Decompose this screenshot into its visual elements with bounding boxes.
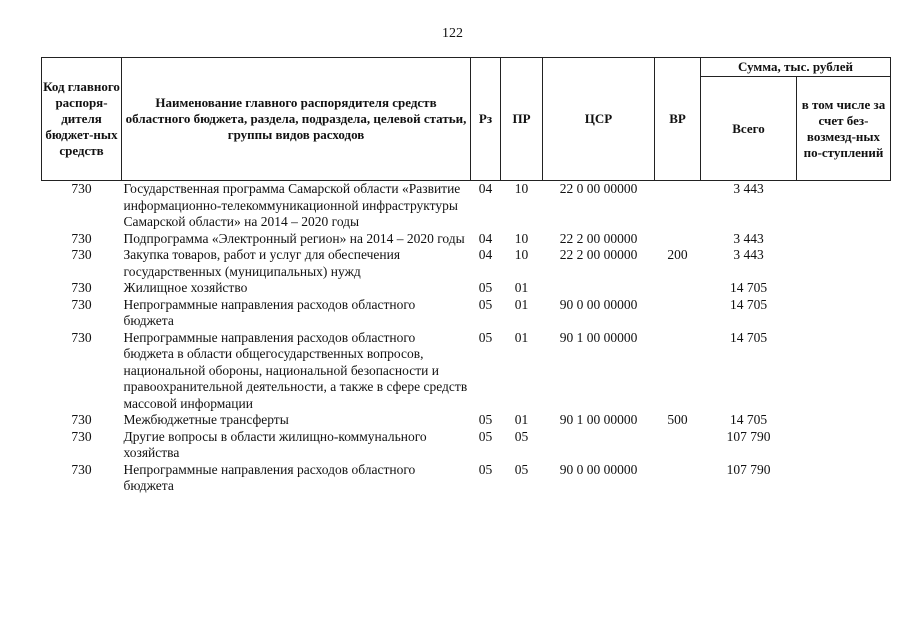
cell-vr: [655, 330, 701, 413]
cell-code: 730: [71, 428, 92, 444]
cell-including: [797, 330, 891, 413]
cell-name: Жилищное хозяйство: [123, 280, 248, 295]
cell-csr: 90 1 00 00000: [559, 412, 638, 427]
cell-total: 14 705: [729, 329, 768, 345]
table-row: [42, 429, 891, 462]
cell-including: [797, 247, 891, 280]
cell-total: 3 443: [733, 247, 764, 262]
cell-name: Непрограммные направления расходов областного бюджета в области общегосударственных вопросов, национальной обороны, национальной безопасности и правоохранительной деятельности, а также в сфере средств массовой информации: [123, 329, 468, 411]
cell-total: 3 443: [733, 181, 764, 196]
cell-vr: [655, 297, 701, 330]
cell-rz: 04: [478, 230, 493, 246]
cell-vr: 500: [667, 412, 688, 427]
cell-rz: 05: [478, 461, 493, 477]
header-pr: ПР: [501, 58, 543, 181]
cell-including: [797, 297, 891, 330]
cell-csr: 90 0 00 00000: [559, 296, 638, 312]
cell-vr: [655, 429, 701, 462]
page-number: 122: [442, 26, 463, 41]
cell-vr: 200: [667, 247, 688, 262]
cell-vr: [655, 181, 701, 231]
header-csr: ЦСР: [543, 58, 655, 181]
cell-total: 107 790: [726, 428, 771, 444]
cell-code: 730: [71, 181, 92, 196]
table-row: [42, 297, 891, 330]
cell-csr: 90 1 00 00000: [559, 329, 638, 345]
cell-pr: 10: [514, 181, 529, 196]
table-row: [42, 181, 891, 231]
cell-rz: 04: [478, 247, 493, 262]
cell-code: 730: [71, 296, 92, 312]
cell-rz: 05: [478, 296, 493, 312]
cell-code: 730: [71, 461, 92, 477]
cell-total: 107 790: [726, 461, 771, 477]
header-row: [42, 58, 891, 77]
cell-rz: 04: [478, 181, 493, 196]
cell-rz: 05: [478, 280, 493, 295]
header-rz: Рз: [471, 58, 501, 181]
table-row: [42, 280, 891, 297]
cell-name: Государственная программа Самарской области «Развитие информационно-телекоммуникационной инфраструктуры Самарской области» на 2014 – 2020 годы: [123, 181, 461, 229]
cell-vr: [655, 231, 701, 248]
cell-name: Закупка товаров, работ и услуг для обеспечения государственных (муниципальных) нужд: [123, 247, 401, 279]
cell-rz: 05: [478, 412, 493, 427]
cell-total: 14 705: [729, 280, 768, 295]
cell-pr: 10: [514, 247, 529, 262]
table-body: [42, 181, 891, 495]
cell-code: 730: [71, 329, 92, 345]
cell-pr: 01: [514, 296, 529, 312]
header-sum: Сумма, тыс. рублей: [701, 58, 891, 77]
header-total: Всего: [701, 77, 797, 181]
cell-name: Межбюджетные трансферты: [123, 412, 289, 427]
cell-code: 730: [71, 247, 92, 262]
cell-csr: 22 2 00 00000: [559, 247, 638, 262]
cell-vr: [655, 462, 701, 495]
table-row: [42, 231, 891, 248]
cell-name: Другие вопросы в области жилищно-коммунального хозяйства: [123, 428, 427, 460]
cell-total: 14 705: [729, 412, 768, 427]
cell-including: [797, 231, 891, 248]
cell-rz: 05: [478, 329, 493, 345]
table-row: [42, 247, 891, 280]
table-row: [42, 330, 891, 413]
header-including: в том числе за счет без-возмезд-ных по-ступлений: [797, 77, 891, 181]
cell-including: [797, 412, 891, 429]
cell-name: Подпрограмма «Электронный регион» на 2014 – 2020 годы: [123, 230, 465, 246]
cell-code: 730: [71, 280, 92, 295]
table-row: [42, 462, 891, 495]
cell-code: 730: [71, 412, 92, 427]
header-name: Наименование главного распорядителя средств областного бюджета, раздела, подраздела, целевой статьи, группы видов расходов: [122, 58, 471, 181]
cell-rz: 05: [478, 428, 493, 444]
cell-pr: 01: [514, 329, 529, 345]
cell-csr: 22 2 00 00000: [559, 230, 638, 246]
header-vr: ВР: [655, 58, 701, 181]
cell-code: 730: [71, 230, 92, 246]
cell-including: [797, 462, 891, 495]
cell-vr: [655, 280, 701, 297]
cell-csr: [543, 429, 655, 462]
budget-table: [41, 57, 891, 495]
cell-including: [797, 280, 891, 297]
cell-including: [797, 429, 891, 462]
table-row: [42, 412, 891, 429]
cell-pr: 10: [514, 230, 529, 246]
cell-pr: 05: [514, 428, 529, 444]
cell-pr: 05: [514, 461, 529, 477]
header-code: Код главного распоря-дителя бюджет-ных средств: [42, 58, 122, 181]
cell-csr: 90 0 00 00000: [559, 461, 638, 477]
cell-total: 3 443: [733, 230, 764, 246]
cell-total: 14 705: [729, 296, 768, 312]
cell-pr: 01: [514, 280, 529, 295]
cell-csr: [543, 280, 655, 297]
cell-pr: 01: [514, 412, 529, 427]
cell-including: [797, 181, 891, 231]
cell-csr: 22 0 00 00000: [559, 181, 638, 196]
cell-name: Непрограммные направления расходов областного бюджета: [123, 461, 416, 493]
cell-name: Непрограммные направления расходов областного бюджета: [123, 296, 416, 328]
